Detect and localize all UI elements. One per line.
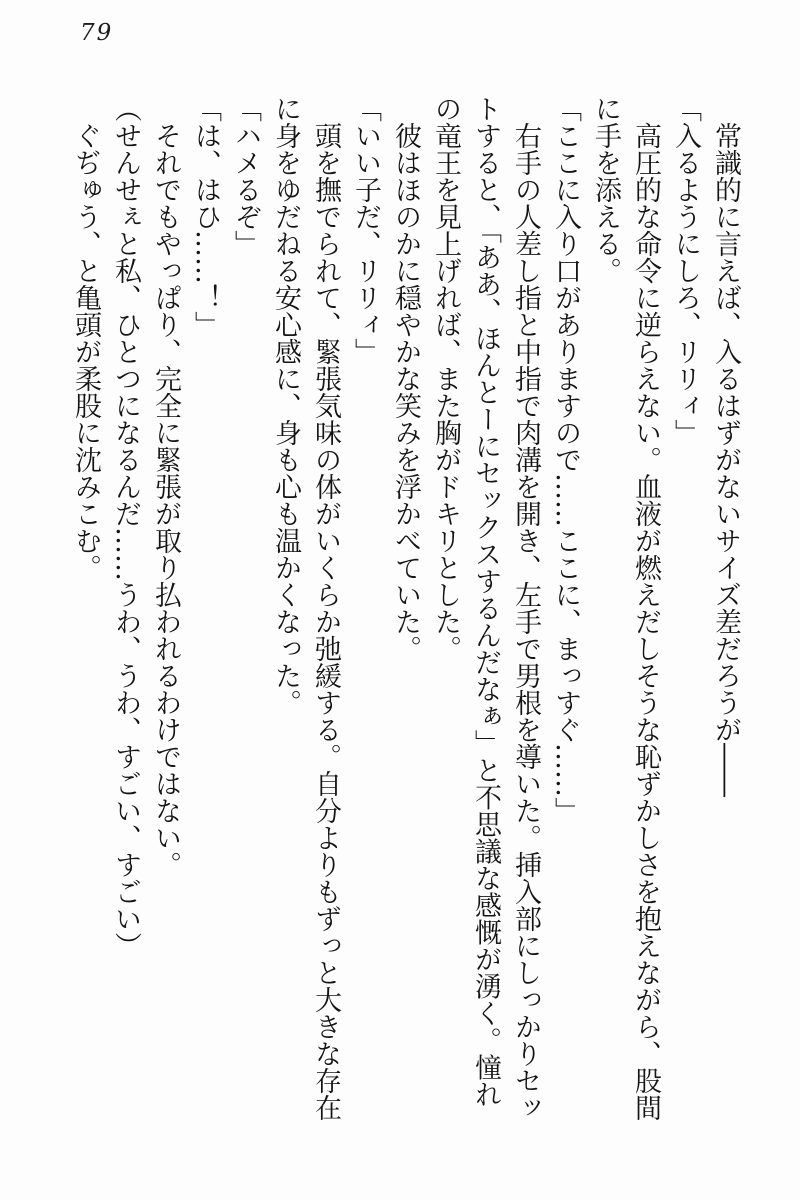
text-block — [65, 95, 745, 1131]
text-line: 「ハメるぞ」 — [230, 95, 261, 257]
text-line: の竜王を見上げれば、また胸がドキリとした。 — [430, 95, 461, 662]
text-line: 高圧的な命令に逆らえない。血液が燃えだしそうな恥ずかしさを抱えながら、股間 — [630, 122, 661, 1121]
text-line: 常識的に言えば、入るはずがないサイズ差だろうが―― — [710, 122, 741, 797]
text-line: 「は、はひ……！」 — [190, 95, 221, 338]
text-line: 「いい子だ、リリィ」 — [350, 95, 381, 365]
text-line: 「入るようにしろ、リリィ」 — [670, 95, 701, 446]
text-line: （せんせぇと私、ひとつになるんだ……うわ、うわ、すごい、すごい） — [110, 95, 141, 959]
text-line: 右手の人差し指と中指で肉溝を開き、左手で男根を導いた。挿入部にしっかりセッ — [510, 122, 541, 1121]
text-line: に身をゆだねる安心感に、身も心も温かくなった。 — [270, 95, 301, 716]
text-line: ぐぢゅう、と亀頭が柔股に沈みこむ。 — [70, 122, 101, 581]
text-line: トすると、「ああ、ほんとーにセックスするんだなぁ」と不思議な感慨が湧く。憧れ — [470, 95, 501, 1108]
text-line: 「ここに入り口がありますので……ここに、まっすぐ……」 — [550, 95, 581, 824]
text-line: それでもやっぱり、完全に緊張が取り払われるわけではない。 — [150, 122, 181, 878]
text-line: 彼はほのかに穏やかな笑みを浮かべていた。 — [390, 122, 421, 662]
page-number: 79 — [80, 20, 114, 46]
text-line: に手を添える。 — [590, 95, 621, 284]
text-line: 頭を撫でられて、緊張気味の体がいくらか弛緩する。自分よりもずっと大きな存在 — [310, 122, 341, 1121]
